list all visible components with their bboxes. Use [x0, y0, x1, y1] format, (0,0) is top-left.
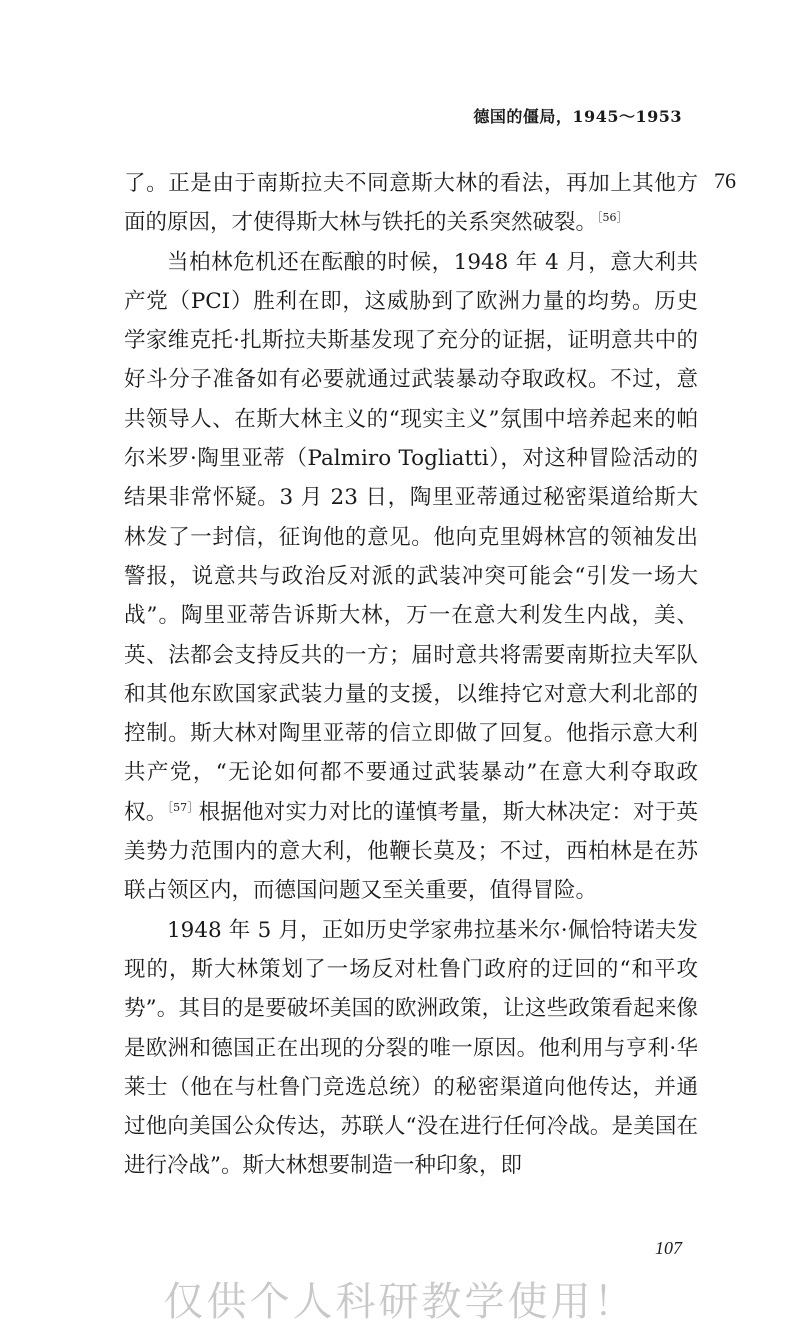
paragraph-2-text-a: 当柏林危机还在酝酿的时候，1948 年 4 月，意大利共产党（PCI）胜利在即，这威胁到了欧洲力量的均势。历史学家维克托·扎斯拉夫斯基发现了充分的证据，证明意共中的好斗分子准备如有必要就通过武装暴动夺取政权。不过，意共领导人、在斯大林主义的“现实主义”氛围中培养起来的帕尔米罗·陶里亚蒂（Palmiro Togliatti），对这种冒险活动的结果非常怀疑。3 月 23 日，陶里亚蒂通过秘密渠道给斯大林发了一封信，征询他的意见。他向克里姆林宫的领袖发出警报，说意共与政治反对派的武装冲突可能会“引发一场大战”。陶里亚蒂告诉斯大林，万一在意大利发生内战，美、英、法都会支持反共的一方；届时意共将需要南斯拉夫军队和其他东欧国家武装力量的支援，以维持它对意大利北部的控制。斯大林对陶里亚蒂的信立即做了回复。他指示意大利共产党，“无论如何都不要通过武装暴动”在意大利夺取政权。 — [124, 249, 698, 825]
page-number: 107 — [655, 1238, 682, 1258]
watermark: 仅供个人科研教学使用！ — [163, 1279, 637, 1325]
paragraph-2-text-b: 根据他对实力对比的谨慎考量，斯大林决定：对于英美势力范围内的意大利，他鞭长莫及；不过，西柏林是在苏联占领区内，而德国问题又至关重要，值得冒险。 — [124, 799, 698, 904]
running-header: 德国的僵局，1945～1953 — [473, 107, 682, 126]
paragraph-2 — [124, 243, 698, 911]
paragraph-1 — [124, 164, 698, 243]
paragraph-1-text: 了。正是由于南斯拉夫不同意斯大林的看法，再加上其他方面的原因，才使得斯大林与铁托的关系突然破裂。 — [124, 171, 698, 236]
margin-page-number: 76 — [714, 168, 736, 193]
footnote-ref-56: ［56］ — [597, 211, 628, 225]
paragraph-3 — [124, 911, 698, 1186]
paragraph-3-text: 1948 年 5 月，正如历史学家弗拉基米尔·佩恰特诺夫发现的，斯大林策划了一场反对杜鲁门政府的迂回的“和平攻势”。其目的是要破坏美国的欧洲政策，让这些政策看起来像是欧洲和德国正在出现的分裂的唯一原因。他利用与亨利·华莱士（他在与杜鲁门竞选总统）的秘密渠道向他传达，并通过他向美国公众传达，苏联人“没在进行任何冷战。是美国在进行冷战”。斯大林想要制造一种印象，即 — [124, 917, 698, 1179]
footnote-ref-57: ［57］ — [167, 800, 199, 814]
body-text — [124, 164, 698, 1186]
